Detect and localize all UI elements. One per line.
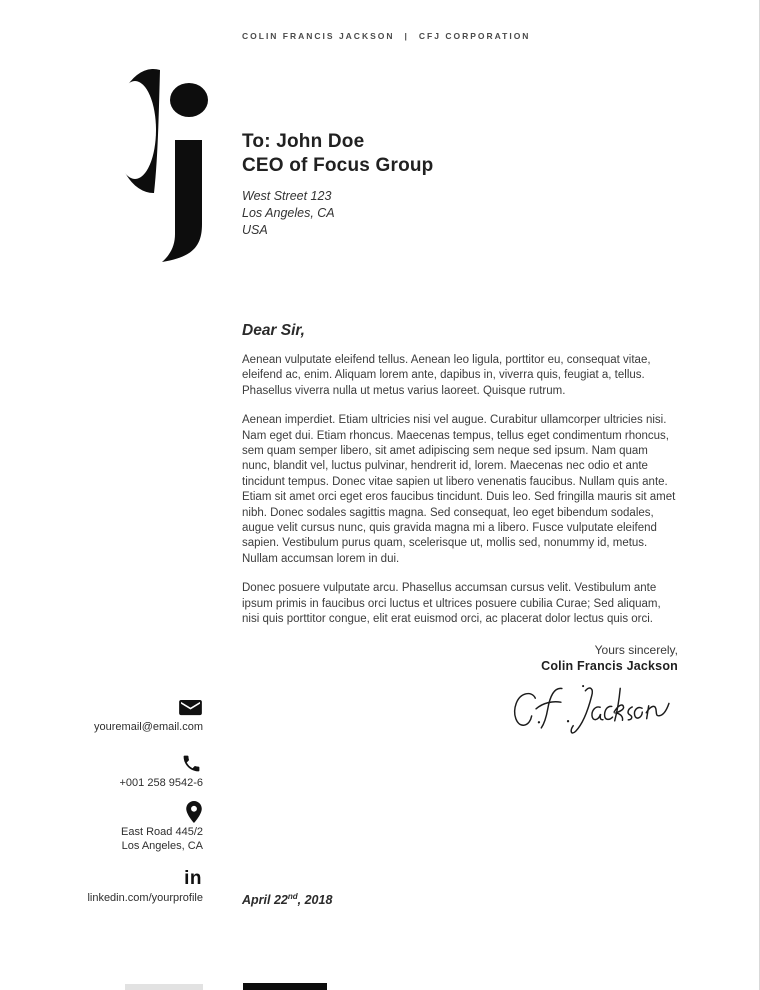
cj-monogram-logo-icon bbox=[90, 66, 210, 266]
handwritten-signature-icon bbox=[242, 678, 678, 743]
signer-name: Colin Francis Jackson bbox=[541, 658, 678, 673]
recipient-title-line: CEO of Focus Group bbox=[242, 155, 434, 176]
closing-phrase: Yours sincerely, bbox=[594, 642, 678, 657]
salutation: Dear Sir, bbox=[242, 322, 305, 339]
header-name: COLIN FRANCIS JACKSON bbox=[242, 31, 395, 41]
contact-email bbox=[33, 700, 203, 735]
location-line1: East Road 445/2 bbox=[121, 826, 203, 838]
phone-value[interactable]: +001 258 9542-6 bbox=[119, 777, 203, 789]
recipient-address-line: Los Angeles, CA bbox=[242, 206, 335, 220]
recipient-block bbox=[242, 130, 434, 239]
header-brand-line bbox=[242, 31, 530, 41]
date-day: April 22 bbox=[242, 893, 288, 908]
recipient-to-line: To: John Doe bbox=[242, 131, 365, 152]
closing-block bbox=[242, 642, 678, 674]
linkedin-icon: in bbox=[184, 868, 202, 889]
linkedin-value[interactable]: linkedin.com/yourprofile bbox=[87, 892, 203, 904]
footer-bar-black bbox=[243, 983, 327, 990]
recipient-address-line: USA bbox=[242, 223, 268, 237]
header-divider: | bbox=[404, 31, 409, 41]
recipient-address-line: West Street 123 bbox=[242, 189, 332, 203]
contact-linkedin bbox=[33, 869, 203, 906]
letter-body bbox=[242, 322, 678, 743]
date-ordinal: nd bbox=[287, 892, 298, 901]
phone-icon bbox=[33, 753, 203, 774]
date-rest: , 2018 bbox=[297, 893, 333, 908]
email-value[interactable]: youremail@email.com bbox=[94, 721, 203, 733]
envelope-icon bbox=[33, 700, 203, 718]
contact-phone bbox=[33, 753, 203, 791]
contact-location bbox=[33, 801, 203, 853]
letter-date bbox=[242, 892, 332, 907]
paragraph-3: Donec posuere vulputate arcu. Phasellus accumsan cursus velit. Vestibulum ante ipsum primis in faucibus orci luctus et ultrices posuere cubilia Curae; Sed aliquam, nisi quis porttitor congue, elit erat euismod orci, ac placerat dolor lectus quis orci. bbox=[242, 582, 661, 626]
header-company: CFJ CORPORATION bbox=[418, 31, 531, 41]
paragraph-2: Aenean imperdiet. Etiam ultricies nisi vel augue. Curabitur ullamcorper ultricies nisi. Nam eget dui. Etiam rhoncus. Maecenas tempus, tellus eget condimentum rhoncus, sem quam semper libero, sit amet adipiscing sem neque sed ipsum. Nam quam nunc, blandit vel, luctus pulvinar, hendrerit id, lorem. Maecenas nec odio et ante tincidunt tempus. Donec vitae sapien ut libero venenatis faucibus. Nullam quis ante. Etiam sit amet orci eget eros faucibus tincidunt. Duis leo. Sed fringilla mauris sit amet nibh. Donec sodales sagittis magna. Sed consequat, leo eget bibendum sodales, augue velit cursus nunc, quis gravida magna mi a libero. Fusce vulputate eleifend sapien. Vestibulum purus quam, scelerisque ut, mollis sed, nonummy id, metus. Nullam accumsan lorem in dui. bbox=[242, 414, 676, 565]
recipient-address bbox=[242, 188, 434, 239]
paragraph-1: Aenean vulputate eleifend tellus. Aenean leo ligula, porttitor eu, consequat vitae, eleifend ac, enim. Aliquam lorem ante, dapibus in, viverra quis, feugiat a, tellus. Phasellus viverra nulla ut metus varius laoreet. Quisque rutrum. bbox=[242, 354, 651, 397]
location-pin-icon bbox=[33, 801, 203, 823]
location-line2: Los Angeles, CA bbox=[121, 839, 203, 852]
footer-bar-gray bbox=[125, 984, 203, 990]
